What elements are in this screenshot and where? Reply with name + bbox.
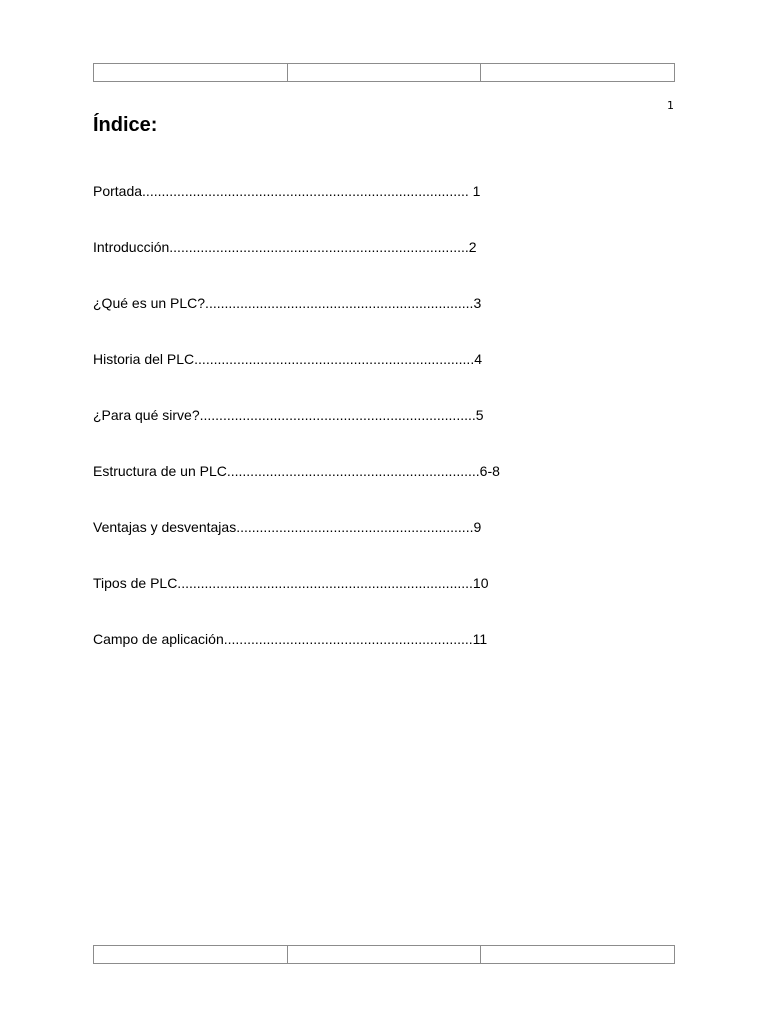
toc-entry: Estructura de un PLC.................................................................6-8: [93, 463, 500, 479]
page-number: 1: [667, 99, 674, 112]
footer-cell: [481, 946, 675, 964]
toc-entry: Campo de aplicación................................................................11: [93, 631, 488, 647]
toc-entry: ¿Qué es un PLC?.....................................................................3: [93, 295, 482, 311]
footer-table: [93, 945, 675, 964]
table-of-contents: [93, 181, 500, 685]
footer-cell: [287, 946, 481, 964]
footer-cell: [94, 946, 288, 964]
toc-entry: Portada.................................................................................... 1: [93, 183, 481, 199]
page-title: Índice:: [93, 114, 158, 136]
header-cell: [287, 64, 481, 82]
toc-entry: ¿Para qué sirve?.......................................................................5: [93, 407, 484, 423]
header-table: [93, 63, 675, 82]
toc-entry: Tipos de PLC............................................................................10: [93, 575, 489, 591]
toc-entry: Historia del PLC........................................................................4: [93, 351, 482, 367]
toc-entry: Introducción.............................................................................2: [93, 239, 477, 255]
header-cell: [94, 64, 288, 82]
header-cell: [481, 64, 675, 82]
toc-entry: Ventajas y desventajas.............................................................9: [93, 519, 482, 535]
